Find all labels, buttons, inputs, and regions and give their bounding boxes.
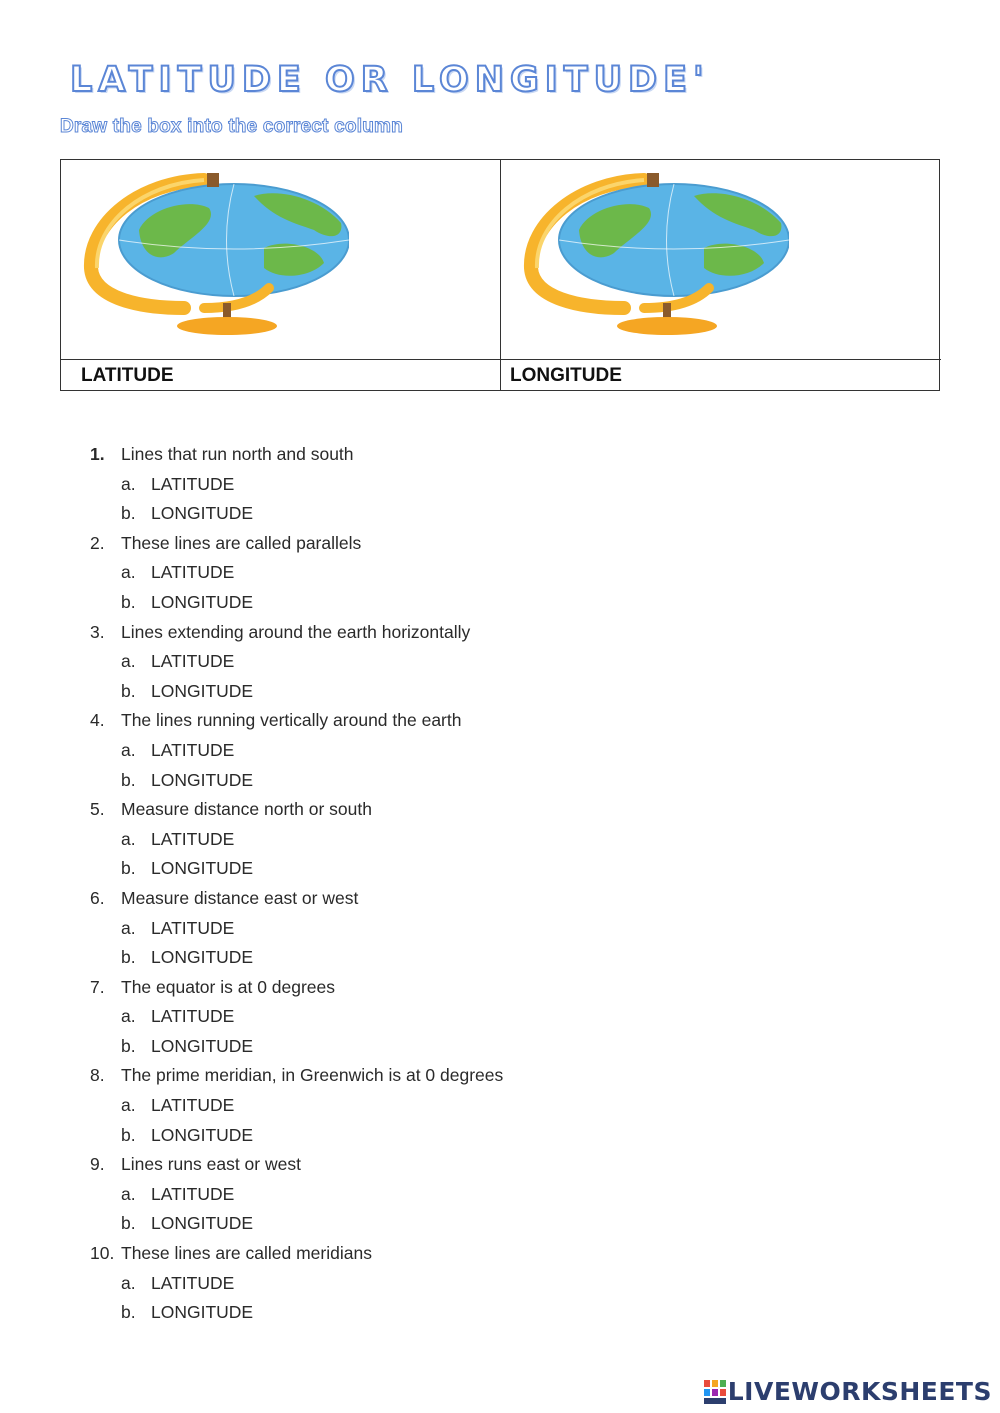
question-number: 2. xyxy=(90,532,105,553)
question-text: Lines runs east or west xyxy=(121,1154,301,1175)
question-item xyxy=(90,618,690,648)
option-letter: b. xyxy=(121,680,136,701)
option-text: LONGITUDE xyxy=(151,858,254,879)
answer-option[interactable] xyxy=(90,1032,690,1062)
option-letter: b. xyxy=(121,1213,136,1234)
question-number: 10. xyxy=(90,1243,115,1264)
column-longitude xyxy=(501,160,941,390)
option-text: LATITUDE xyxy=(151,473,235,494)
option-text: LATITUDE xyxy=(151,1272,235,1293)
question-item xyxy=(90,440,690,470)
option-text: LONGITUDE xyxy=(151,1035,254,1056)
question-item xyxy=(90,1150,690,1180)
option-text: LONGITUDE xyxy=(151,769,254,790)
question-number: 8. xyxy=(90,1065,105,1086)
question-item xyxy=(90,1239,690,1269)
option-letter: b. xyxy=(121,858,136,879)
question-text: Lines that run north and south xyxy=(121,444,354,464)
answer-option[interactable] xyxy=(90,1121,690,1151)
answer-option[interactable] xyxy=(90,914,690,944)
liveworksheets-logo-icon xyxy=(704,1380,726,1404)
option-text: LATITUDE xyxy=(151,1095,235,1116)
question-number: 1. xyxy=(90,444,105,464)
option-letter: b. xyxy=(121,947,136,968)
option-letter: a. xyxy=(121,562,136,583)
column-header-latitude xyxy=(61,359,500,390)
option-text: LONGITUDE xyxy=(151,1124,254,1145)
option-text: LATITUDE xyxy=(151,1183,235,1204)
drop-zone-longitude[interactable] xyxy=(501,160,941,359)
column-header-longitude xyxy=(501,359,941,390)
option-text: LATITUDE xyxy=(151,562,235,583)
question-item xyxy=(90,795,690,825)
question-number: 3. xyxy=(90,621,105,642)
option-text: LONGITUDE xyxy=(151,1302,254,1323)
question-item xyxy=(90,1061,690,1091)
globe-icon xyxy=(79,168,349,344)
option-letter: a. xyxy=(121,739,136,760)
answer-option[interactable] xyxy=(90,736,690,766)
question-item xyxy=(90,973,690,1003)
answer-option[interactable] xyxy=(90,588,690,618)
answer-option[interactable] xyxy=(90,647,690,677)
question-text: The equator is at 0 degrees xyxy=(121,976,336,997)
option-letter: b. xyxy=(121,1035,136,1056)
liveworksheets-logo xyxy=(704,1377,992,1406)
option-letter: a. xyxy=(121,651,136,672)
question-text: The lines running vertically around the earth xyxy=(121,710,462,731)
answer-option[interactable] xyxy=(90,1269,690,1299)
worksheet-title: LATITUDE OR LONGITUDE' xyxy=(70,60,710,100)
option-letter: a. xyxy=(121,1095,136,1116)
answer-option[interactable] xyxy=(90,470,690,500)
column-label: LONGITUDE xyxy=(510,365,622,386)
question-text: Measure distance north or south xyxy=(121,799,372,820)
question-text: These lines are called meridians xyxy=(121,1243,372,1264)
drop-zone-latitude[interactable] xyxy=(61,160,500,359)
answer-option[interactable] xyxy=(90,677,690,707)
answer-option[interactable] xyxy=(90,766,690,796)
option-text: LONGITUDE xyxy=(151,591,254,612)
column-latitude xyxy=(61,160,501,390)
option-letter: b. xyxy=(121,769,136,790)
question-number: 6. xyxy=(90,887,105,908)
option-text: LATITUDE xyxy=(151,917,235,938)
column-label: LATITUDE xyxy=(81,365,174,386)
answer-option[interactable] xyxy=(90,943,690,973)
option-text: LONGITUDE xyxy=(151,947,254,968)
answer-columns-table xyxy=(60,159,940,391)
option-letter: b. xyxy=(121,503,136,524)
globe-icon xyxy=(519,168,789,344)
question-number: 4. xyxy=(90,710,105,731)
question-item xyxy=(90,706,690,736)
option-letter: a. xyxy=(121,828,136,849)
option-text: LATITUDE xyxy=(151,828,235,849)
question-item xyxy=(90,884,690,914)
option-letter: a. xyxy=(121,473,136,494)
question-text: Measure distance east or west xyxy=(121,887,359,908)
answer-option[interactable] xyxy=(90,854,690,884)
option-letter: b. xyxy=(121,1124,136,1145)
answer-option[interactable] xyxy=(90,1180,690,1210)
option-letter: b. xyxy=(121,591,136,612)
option-letter: a. xyxy=(121,1272,136,1293)
option-text: LONGITUDE xyxy=(151,680,254,701)
option-text: LATITUDE xyxy=(151,651,235,672)
instruction-text: Draw the box into the correct column xyxy=(60,116,403,137)
question-item xyxy=(90,529,690,559)
answer-option[interactable] xyxy=(90,558,690,588)
question-text: Lines extending around the earth horizontally xyxy=(121,621,471,642)
question-number: 5. xyxy=(90,799,105,820)
answer-option[interactable] xyxy=(90,1209,690,1239)
option-text: LONGITUDE xyxy=(151,1213,254,1234)
option-text: LONGITUDE xyxy=(151,503,254,524)
question-text: The prime meridian, in Greenwich is at 0 degrees xyxy=(121,1065,504,1086)
question-number: 9. xyxy=(90,1154,105,1175)
answer-option[interactable] xyxy=(90,499,690,529)
answer-option[interactable] xyxy=(90,1091,690,1121)
question-text: These lines are called parallels xyxy=(121,532,362,553)
answer-option[interactable] xyxy=(90,1002,690,1032)
option-text: LATITUDE xyxy=(151,739,235,760)
option-letter: a. xyxy=(121,917,136,938)
answer-option[interactable] xyxy=(90,825,690,855)
option-text: LATITUDE xyxy=(151,1006,235,1027)
option-letter: a. xyxy=(121,1183,136,1204)
option-letter: a. xyxy=(121,1006,136,1027)
answer-option[interactable] xyxy=(90,1298,690,1328)
question-list xyxy=(90,440,690,1328)
option-letter: b. xyxy=(121,1302,136,1323)
question-number: 7. xyxy=(90,976,105,997)
brand-name: LIVEWORKSHEETS xyxy=(727,1377,992,1406)
